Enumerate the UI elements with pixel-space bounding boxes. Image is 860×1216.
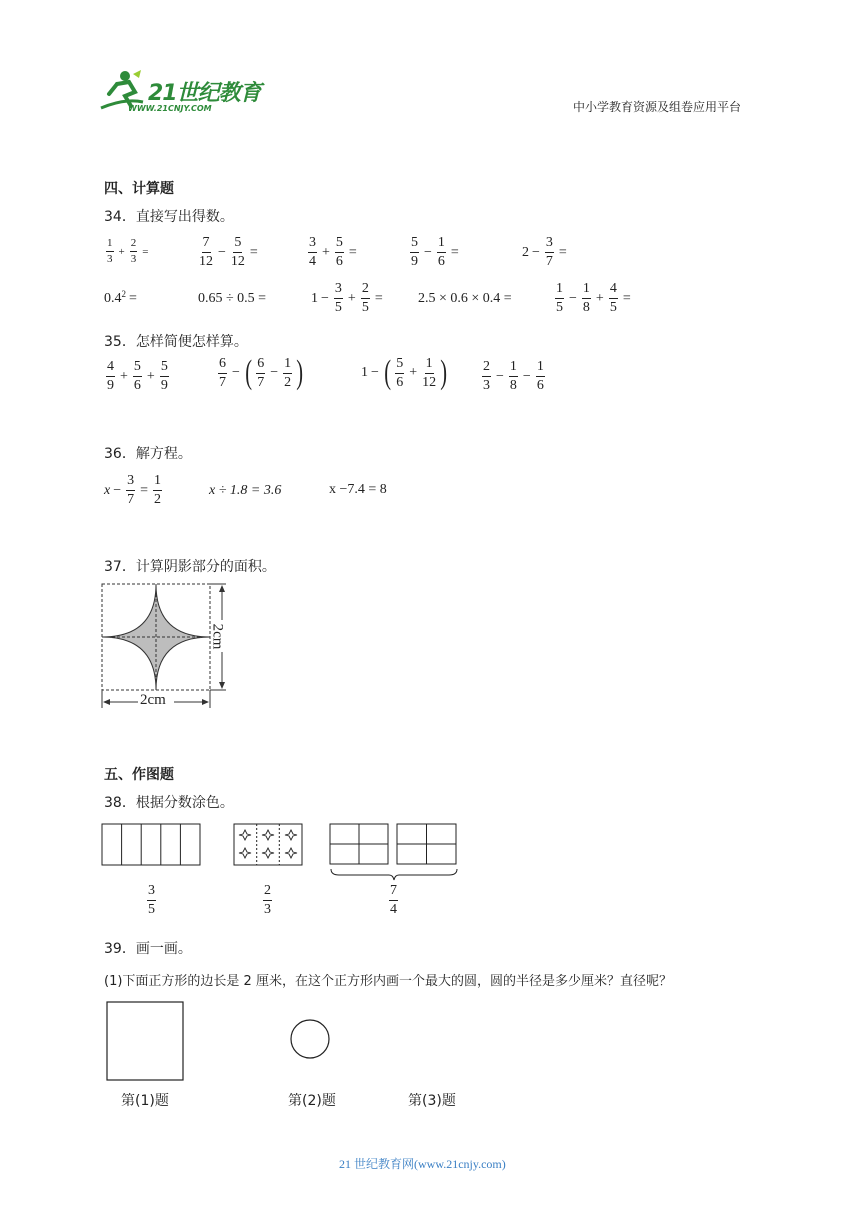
logo-sub-text: WWW.21CNJY.COM	[128, 104, 212, 113]
question-39-label: 39．画一画。	[104, 941, 192, 957]
rectangle-thirds-stars[interactable]	[234, 824, 302, 865]
q36-equation-1: x − $\frac{3}{7}$ = $\frac{1}{2}$	[104, 473, 162, 507]
q34-expr-3: $\frac{3}{4}$ + $\frac{5}{6}$ =	[309, 235, 357, 269]
caption-figure-3: 第(3)题	[408, 1093, 456, 1109]
section-title-calculation: 四、计算题	[104, 181, 174, 197]
brace	[331, 869, 457, 880]
question-37-label: 37．计算阴影部分的面积。	[104, 559, 276, 575]
fraction-label-3: $\frac{7}{4}$	[390, 883, 397, 917]
fraction-label-1: $\frac{3}{5}$	[148, 883, 155, 917]
section-title-drawing: 五、作图题	[104, 767, 174, 783]
q34-expr-7: 0.65 ÷ 0.5 =	[198, 291, 267, 306]
q34-expr-2: $\frac{7}{12}$ − $\frac{5}{12}$ =	[199, 235, 258, 269]
square-2cm	[107, 1002, 183, 1080]
rectangles-quarters[interactable]	[330, 824, 456, 864]
header-platform-text: 中小学教育资源及组卷应用平台	[573, 100, 742, 114]
question-35-label: 35．怎样简便怎样算。	[104, 334, 248, 350]
question-34-label: 34．直接写出得数。	[104, 209, 234, 225]
q34-expr-10: $\frac{1}{5}$ − $\frac{1}{8}$ + $\frac{4}{5}$ =	[556, 281, 631, 315]
q34-expr-9: 2.5 × 0.6 × 0.4 =	[418, 291, 512, 306]
dimension-label-bottom: 2cm	[140, 692, 166, 708]
rectangle-fifths[interactable]	[102, 824, 200, 865]
q34-expr-8: 1 − $\frac{3}{5}$ + $\frac{2}{5}$ =	[311, 281, 383, 315]
fraction-coloring-figures	[100, 822, 460, 884]
q36-equation-2: x ÷ 1.8 = 3.6	[209, 483, 282, 498]
logo-main-text: 21世纪教育	[148, 81, 261, 106]
q35-expr-3: 1 − ( $\frac{5}{6}$ + $\frac{1}{12}$ )	[361, 354, 448, 391]
q35-expr-4: $\frac{2}{3}$ − $\frac{1}{8}$ − $\frac{1}{6}$	[483, 359, 544, 393]
q36-equation-3: x −7.4 = 8	[329, 482, 387, 497]
footer-text: 21 世纪教育网(www.21cnjy.com)	[339, 1157, 506, 1171]
caption-figure-1: 第(1)题	[121, 1093, 169, 1109]
question-39-sub-1: (1)下面正方形的边长是 2 厘米，在这个正方形内画一个最大的圆，圆的半径是多少厘米？直径呢？	[104, 974, 672, 989]
drawing-figures	[100, 998, 460, 1088]
q34-expr-5: 2 − $\frac{3}{7}$ =	[522, 235, 567, 269]
caption-figure-2: 第(2)题	[288, 1093, 336, 1109]
circle-figure	[291, 1020, 329, 1058]
q35-expr-1: $\frac{4}{9}$ + $\frac{5}{6}$ + $\frac{5}{9}$	[107, 359, 168, 393]
q35-expr-2: $\frac{6}{7}$ − ( $\frac{6}{7}$ − $\frac{1}{2}$ )	[219, 354, 304, 391]
q34-expr-6: 0.4 $^2$ =	[104, 289, 137, 306]
dimension-label-right: 2cm	[209, 623, 226, 650]
question-38-label: 38．根据分数涂色。	[104, 795, 234, 811]
q34-expr-4: $\frac{5}{9}$ − $\frac{1}{6}$ =	[411, 235, 459, 269]
question-36-label: 36．解方程。	[104, 446, 192, 462]
fraction-label-2: $\frac{2}{3}$	[264, 883, 271, 917]
q34-expr-1: $\frac{1}{3}$ + $\frac{2}{3}$ =	[107, 237, 149, 265]
